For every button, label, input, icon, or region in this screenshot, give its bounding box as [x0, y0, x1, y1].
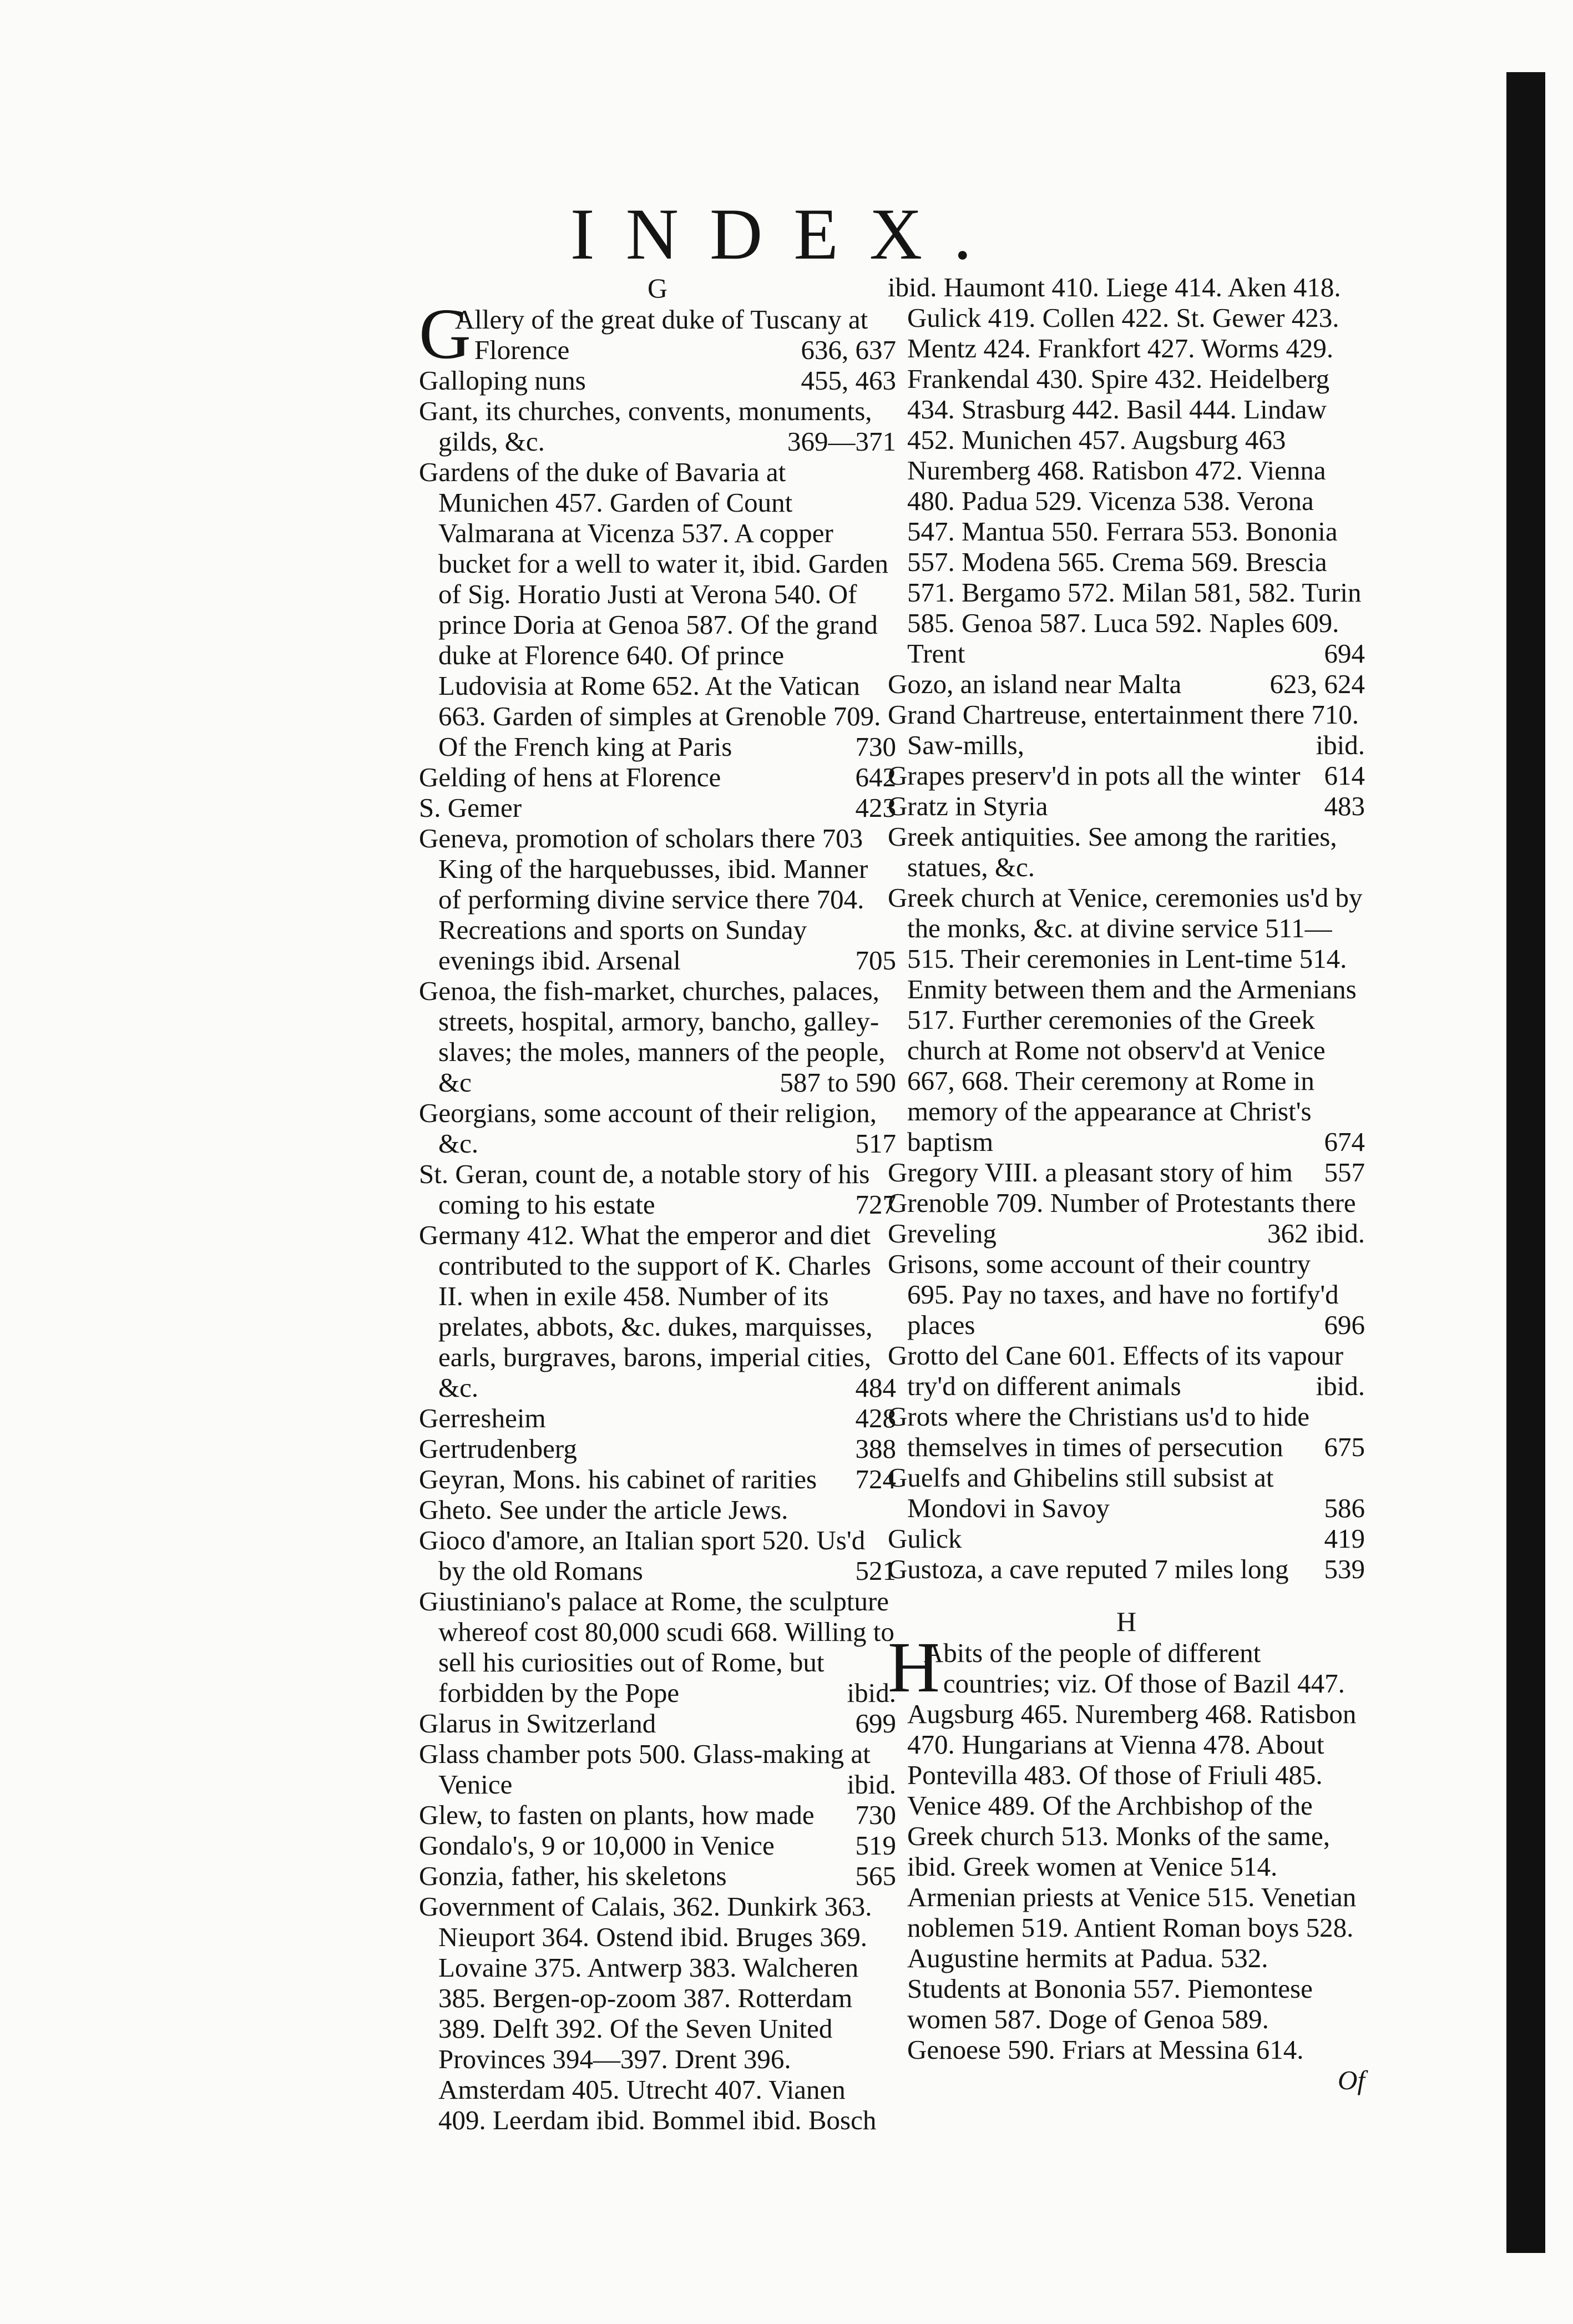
index-entry [419, 1220, 896, 1403]
index-entry [419, 1830, 896, 1861]
page-reference: 519 [855, 1830, 896, 1861]
section-letter-g: G [647, 272, 668, 304]
entry-list-h [888, 1628, 1365, 2065]
index-entry [888, 1249, 1365, 1340]
page-reference: 674 [1324, 1126, 1365, 1157]
book-binding-edge [1506, 72, 1545, 2253]
page-reference: 675 [1324, 1432, 1365, 1462]
entry-text: Grenoble 709. Number of Protestants there [888, 1188, 1356, 1218]
page-reference: 730 [855, 1800, 896, 1830]
entry-text: Giustiniano's palace at Rome, the sculpture whereof cost 80,000 scudi 668. Willing to sell his curiosities out of Rome, but forbidden by the Pope [419, 1586, 894, 1708]
entry-text: Glew, to fasten on plants, how made [419, 1800, 815, 1830]
page-reference: ibid. [1316, 730, 1365, 760]
index-entry [419, 1708, 896, 1739]
entry-text: Allery of the great duke of Tuscany at Florence [454, 304, 868, 365]
entry-text: Gratz in Styria [888, 791, 1048, 821]
entry-text: Geneva, promotion of scholars there 703 King of the harquebusses, ibid. Manner of performing divine service there 704. Recreations and sports on Sunday evenings ibid. Arsenal [419, 823, 868, 976]
entry-text: Greek antiquities. See among the rarities, statues, &c. [888, 821, 1337, 882]
index-entry [888, 1628, 1365, 2065]
drop-cap: H [888, 1628, 940, 1707]
entry-text: Grotto del Cane 601. Effects of its vapour try'd on different animals [888, 1340, 1344, 1401]
index-entry [888, 821, 1365, 882]
entry-text: Germany 412. What the emperor and diet contributed to the support of K. Charles II. when in exile 458. Number of its prelates, abbots, &c. dukes, marquisses, earls, burgraves, barons, imperial cities, &c. [419, 1220, 873, 1403]
index-entry [888, 1218, 1365, 1249]
index-entry [419, 1464, 896, 1494]
page-reference: 587 to 590 [780, 1067, 896, 1098]
index-entry [419, 1433, 896, 1464]
entry-text: Galloping nuns [419, 365, 586, 396]
index-entry [419, 823, 896, 976]
page-reference: 517 [855, 1128, 896, 1159]
entry-text: Gustoza, a cave reputed 7 miles long [888, 1554, 1289, 1584]
entry-text: Glass chamber pots 500. Glass-making at Venice [419, 1739, 871, 1800]
page-reference: 428 [855, 1403, 896, 1433]
index-entry [888, 1340, 1365, 1401]
entry-text: Gondalo's, 9 or 10,000 in Venice [419, 1830, 775, 1861]
index-entry [419, 1861, 896, 1891]
entry-text: Gelding of hens at Florence [419, 762, 721, 792]
entry-text: Gonzia, father, his skeletons [419, 1861, 727, 1891]
catchword: Of [1338, 2065, 1365, 2095]
index-entry [888, 669, 1365, 699]
index-entry [419, 457, 896, 762]
page-reference: 483 [1324, 791, 1365, 821]
index-column-left [419, 272, 896, 2135]
index-entry [888, 1523, 1365, 1554]
entry-text: Gertrudenberg [419, 1433, 577, 1464]
index-entry [419, 762, 896, 792]
index-entry [419, 396, 896, 457]
index-entry [419, 1800, 896, 1830]
page-reference: 539 [1324, 1554, 1365, 1584]
index-entry [419, 1739, 896, 1800]
entry-text: Georgians, some account of their religion, &c. [419, 1098, 877, 1159]
entry-text: Glarus in Switzerland [419, 1708, 656, 1739]
page-reference: 699 [855, 1708, 896, 1739]
page-reference: 419 [1324, 1523, 1365, 1554]
index-entry [888, 272, 1365, 669]
entry-text: Abits of the people of different countries; viz. Of those of Bazil 447. Augsburg 465. Nuremberg 468. Ratisbon 470. Hungarians at Vienna 478. About Pontevilla 483. Of those of Friuli 485. Venice 489. Of the Archbishop of the Greek church 513. Monks of the same, ibid. Greek women at Venice 514. Armenian priests at Venice 515. Venetian noblemen 519. Antient Roman boys 528. Augustine hermits at Padua. 532. Students at Bononia 557. Piemontese women 587. Doge of Genoa 589. Genoese 590. Friars at Messina 614. [907, 1638, 1357, 2065]
page-reference: 642 [855, 762, 896, 792]
entry-text: Gant, its churches, convents, monuments, gilds, &c. [419, 396, 872, 457]
entry-text: Government of Calais, 362. Dunkirk 363. Nieuport 364. Ostend ibid. Bruges 369. Lovaine 375. Antwerp 383. Walcheren 385. Bergen-op-zoom 387. Rotterdam 389. Delft 392. Of the Seven United Provinces 394—397. Drent 396. Amsterdam 405. Utrecht 407. Vianen 409. Leerdam ibid. Bommel ibid. Bosch [419, 1891, 877, 2135]
entry-text: Gozo, an island near Malta [888, 669, 1182, 699]
page-reference: 705 [855, 945, 896, 976]
page-reference: 423 [855, 792, 896, 823]
page-reference: 521 [855, 1555, 896, 1586]
entry-text: S. Gemer [419, 792, 522, 823]
index-entry [419, 976, 896, 1098]
section-letter-h: H [1116, 1606, 1137, 1637]
index-entry [419, 1891, 896, 2135]
index-entry [419, 1494, 896, 1525]
page-reference: 586 [1324, 1493, 1365, 1523]
entry-text: Geyran, Mons. his cabinet of rarities [419, 1464, 817, 1494]
entry-text: ibid. Haumont 410. Liege 414. Aken 418. Gulick 419. Collen 422. St. Gewer 423. Mentz 424. Frankfort 427. Worms 429. Frankendal 430. Spire 432. Heidelberg 434. Strasburg 442. Basil 444. Lindaw 452. Munichen 457. Augsburg 463 Nuremberg 468. Ratisbon 472. Vienna 480. Padua 529. Vicenza 538. Verona 547. Mantua 550. Ferrara 553. Bononia 557. Modena 565. Crema 569. Brescia 571. Bergamo 572. Milan 581, 582. Turin 585. Genoa 587. Luca 592. Naples 609. Trent [888, 272, 1362, 669]
entry-text: Gheto. See under the article Jews. [419, 1494, 788, 1525]
index-entry [888, 1462, 1365, 1523]
index-entry [888, 760, 1365, 791]
page-reference: ibid. [1316, 1371, 1365, 1401]
page-reference: 614 [1324, 760, 1365, 791]
page-reference: 388 [855, 1433, 896, 1464]
index-entry [888, 791, 1365, 821]
entry-text: Gulick [888, 1523, 962, 1554]
entry-text: St. Geran, count de, a notable story of his coming to his estate [419, 1159, 870, 1220]
page-reference: ibid. [1316, 1218, 1365, 1249]
index-entry [888, 882, 1365, 1157]
index-entry [888, 1401, 1365, 1462]
entry-text: Gerresheim [419, 1403, 546, 1433]
page-reference: ibid. [847, 1678, 896, 1708]
page-title: INDEX. [570, 193, 1003, 275]
index-entry [419, 1403, 896, 1433]
entry-text: Grand Chartreuse, entertainment there 710. Saw-mills, [888, 699, 1359, 760]
index-entry [419, 1098, 896, 1159]
page-reference: ibid. [847, 1769, 896, 1800]
page-reference: 455, 463 [801, 365, 896, 396]
page-reference: 636, 637 [801, 335, 896, 365]
index-entry [888, 1157, 1365, 1188]
index-entry [419, 1586, 896, 1708]
entry-text: Grisons, some account of their country 695. Pay no taxes, and have no fortify'd places [888, 1249, 1339, 1340]
index-entry [419, 294, 896, 374]
index-entry [419, 365, 896, 396]
entry-text: Gardens of the duke of Bavaria at Munichen 457. Garden of Count Valmarana at Vicenza 537. A copper bucket for a well to water it, ibid. Garden of Sig. Horatio Justi at Verona 540. Of prince Doria at Genoa 587. Of the grand duke at Florence 640. Of prince Ludovisia at Rome 652. At the Vatican 663. Garden of simples at Grenoble 709. Of the French king at Paris [419, 457, 888, 762]
index-entry [419, 1159, 896, 1220]
entry-text: Gioco d'amore, an Italian sport 520. Us'd by the old Romans [419, 1525, 866, 1586]
page-reference: 557 [1324, 1157, 1365, 1188]
page-reference: 369—371 [787, 426, 896, 457]
entry-text: Grapes preserv'd in pots all the winter [888, 760, 1301, 791]
entry-text: Grots where the Christians us'd to hide themselves in times of persecution [888, 1401, 1310, 1462]
page-reference: 694 [1324, 638, 1365, 669]
page-reference: 727 [855, 1189, 896, 1220]
page-reference: 730 [855, 731, 896, 762]
page-reference: 484 [855, 1372, 896, 1403]
entry-text: Gregory VIII. a pleasant story of him [888, 1157, 1293, 1188]
entry-text: Greek church at Venice, ceremonies us'd by the monks, &c. at divine service 511—515. Their ceremonies in Lent-time 514. Enmity between them and the Armenians 517. Further ceremonies of the Greek church at Rome not observ'd at Venice 667, 668. Their ceremony at Rome in memory of the appearance at Christ's baptism [888, 882, 1363, 1157]
index-entry [419, 1525, 896, 1586]
index-entry [419, 792, 896, 823]
drop-cap: G [419, 294, 471, 374]
index-entry [888, 1554, 1365, 1584]
page-reference: 623, 624 [1269, 669, 1365, 699]
entry-text: Genoa, the fish-market, churches, palaces, streets, hospital, armory, bancho, galley-slaves; the moles, manners of the people, &c [419, 976, 886, 1098]
entry-text: Guelfs and Ghibelins still subsist at Mondovi in Savoy [888, 1462, 1274, 1523]
index-column-right [888, 272, 1365, 2095]
entry-list-g-continued [888, 272, 1365, 1584]
index-entry [888, 699, 1365, 760]
page-reference: 696 [1324, 1310, 1365, 1340]
page-reference: 565 [855, 1861, 896, 1891]
entry-text: Greveling [888, 1218, 997, 1249]
page-reference: 724 [855, 1464, 896, 1494]
page-reference: 362 [1267, 1218, 1308, 1249]
entry-list-g [419, 294, 896, 2135]
